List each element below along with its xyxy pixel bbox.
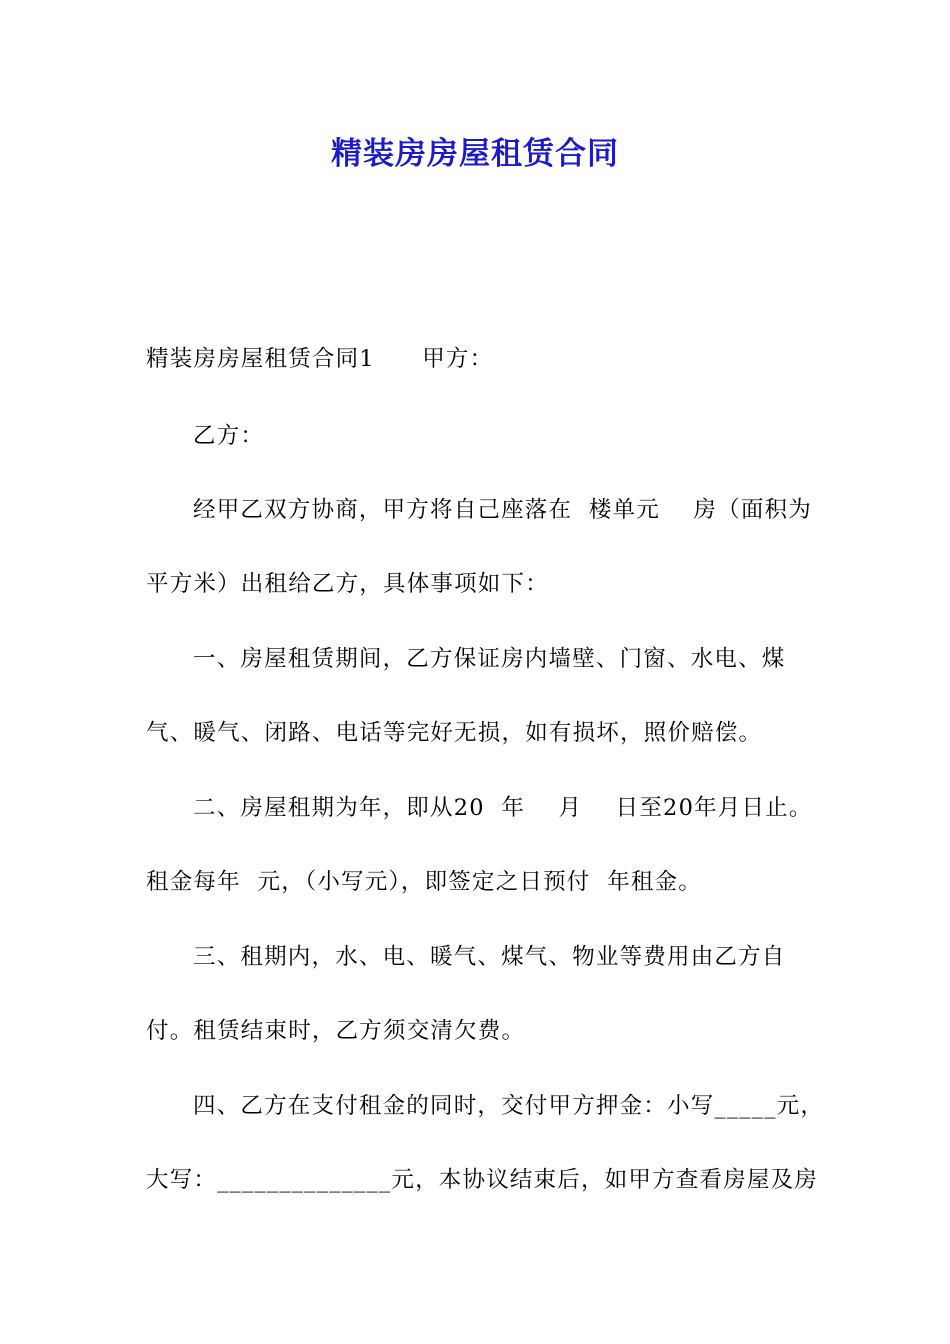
paragraph-line: 经甲乙双方协商，甲方将自己座落在 楼单元 房（面积为 [193, 497, 812, 523]
paragraph-line: 二、房屋租期为年，即从20 年 月 日至20年月日止。 [193, 795, 813, 821]
paragraph-line: 付。租赁结束时，乙方须交清欠费。 [146, 1018, 526, 1044]
paragraph-line: 三、租期内，水、电、暖气、煤气、物业等费用由乙方自 [193, 944, 786, 970]
paragraph-line: 气、暖气、闭路、电话等完好无损，如有损坏，照价赔偿。 [146, 720, 763, 746]
document-title: 精装房房屋租赁合同 [331, 136, 619, 172]
paragraph-line: 平方米）出租给乙方，具体事项如下： [146, 571, 549, 597]
paragraph-line: 乙方： [193, 423, 265, 449]
paragraph-line: 租金每年 元，（小写元），即签定之日预付 年租金。 [146, 869, 703, 895]
paragraph-line: 精装房房屋租赁合同1 甲方： [146, 346, 494, 372]
paragraph-line: 一、房屋租赁期间，乙方保证房内墙壁、门窗、水电、煤 [193, 646, 786, 672]
paragraph-line: 大写：______________元，本协议结束后，如甲方查看房屋及房 [146, 1167, 819, 1193]
paragraph-line: 四、乙方在支付租金的同时，交付甲方押金：小写_____元， [193, 1093, 825, 1119]
